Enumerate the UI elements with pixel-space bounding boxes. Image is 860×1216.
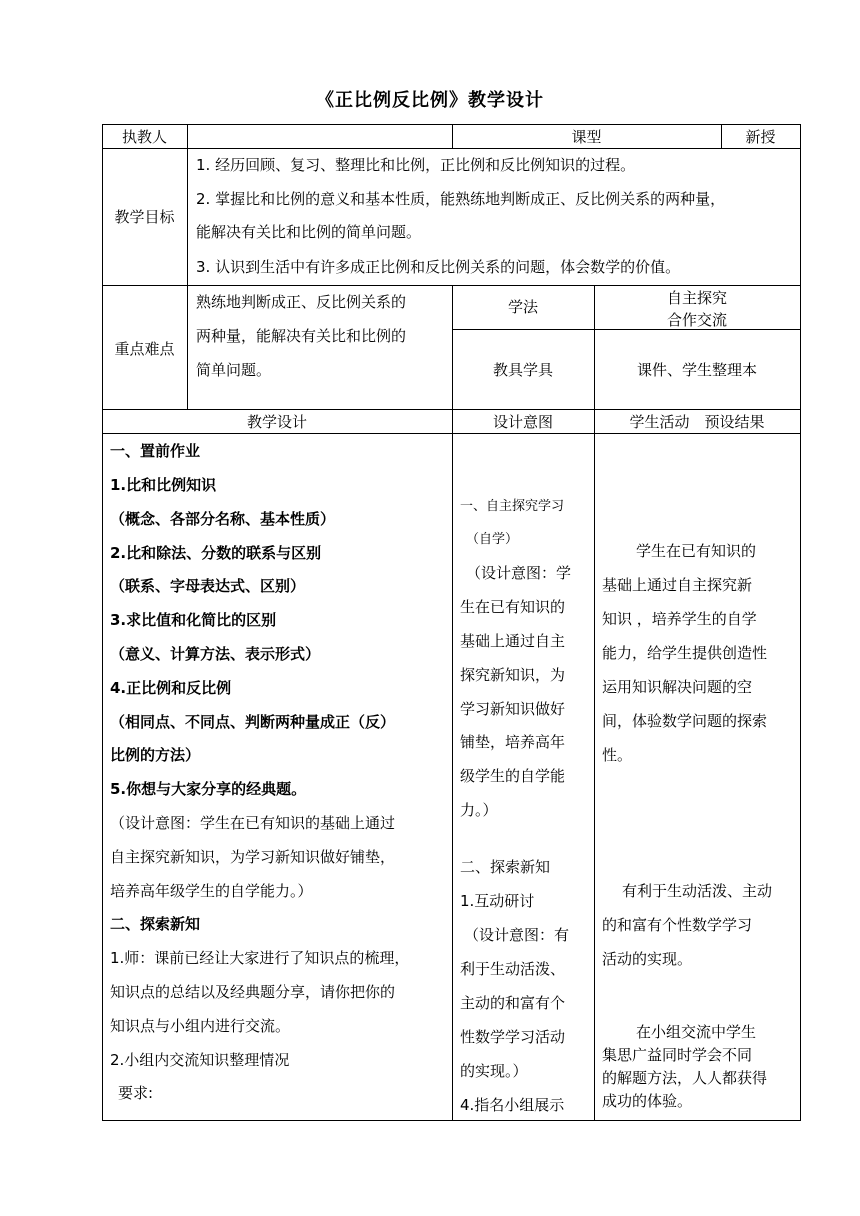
list-item: （意义、计算方法、表示形式） bbox=[110, 645, 321, 663]
method-label: 学法 bbox=[507, 298, 538, 316]
list-item: 比例的方法） bbox=[110, 746, 201, 764]
teacher-label: 执教人 bbox=[121, 128, 167, 146]
list-item: 探究新知识，为 bbox=[460, 666, 566, 684]
list-item: 能力，给学生提供创造性 bbox=[602, 644, 768, 662]
list-item: 2.比和除法、分数的联系与区别 bbox=[110, 544, 322, 562]
list-item: 3.求比值和化简比的区别 bbox=[110, 611, 277, 629]
list-item: 基础上通过自主探究新 bbox=[602, 576, 753, 594]
list-item: 生在已有知识的 bbox=[460, 598, 566, 616]
list-item: （设计意图：学 bbox=[466, 564, 572, 582]
method-value-line: 自主探究 bbox=[666, 289, 727, 307]
list-item: （设计意图：有 bbox=[464, 926, 570, 944]
list-item: 在小组交流中学生 bbox=[636, 1023, 757, 1041]
list-item: 1.互动研讨 bbox=[460, 892, 535, 910]
list-item: 性。 bbox=[602, 746, 633, 764]
list-item: （概念、各部分名称、基本性质） bbox=[110, 510, 336, 528]
key-label: 重点难点 bbox=[114, 340, 175, 358]
list-item: 1.比和比例知识 bbox=[110, 476, 217, 494]
page-title: 《正比例反比例》教学设计 bbox=[316, 90, 544, 111]
list-item: 活动的实现。 bbox=[602, 950, 693, 968]
key-content-line: 熟练地判断成正、反比例关系的 bbox=[196, 293, 407, 311]
design-header-col3: 学生活动 预设结果 bbox=[629, 413, 765, 431]
list-item: 基础上通过自主 bbox=[460, 632, 566, 650]
method-value-line: 合作交流 bbox=[666, 311, 727, 329]
list-item: 5.你想与大家分享的经典题。 bbox=[110, 780, 307, 798]
goal-item-1: 1. 经历回顾、复习、整理比和比例，正比例和反比例知识的过程。 bbox=[196, 156, 636, 174]
list-item: 知识点与小组内进行交流。 bbox=[110, 1017, 291, 1035]
goal-item-2: 2. 掌握比和比例的意义和基本性质，能熟练地判断成正、反比例关系的两种量， bbox=[196, 190, 726, 208]
list-item: 集思广益同时学会不同 bbox=[602, 1046, 753, 1064]
key-content-line: 两种量，能解决有关比和比例的 bbox=[196, 327, 407, 345]
list-item: 的和富有个性数学学习 bbox=[602, 916, 753, 934]
list-item: 4.正比例和反比例 bbox=[110, 679, 232, 697]
goal-item-3: 3. 认识到生活中有许多成正比例和反比例关系的问题，体会数学的价值。 bbox=[196, 258, 681, 276]
list-item: 间，体验数学问题的探索 bbox=[602, 712, 768, 730]
list-item: （联系、字母表达式、区别） bbox=[110, 577, 306, 595]
goals-label: 教学目标 bbox=[114, 208, 175, 226]
list-item: 一、自主探究学习 bbox=[460, 499, 565, 514]
tools-value: 课件、学生整理本 bbox=[636, 361, 757, 379]
list-item: 力。） bbox=[460, 801, 498, 819]
list-item: 二、探索新知 bbox=[460, 858, 551, 876]
list-item: 一、置前作业 bbox=[110, 442, 201, 460]
type-label: 课型 bbox=[571, 128, 602, 146]
list-item: 的解题方法，人人都获得 bbox=[602, 1069, 768, 1087]
list-item: 的实现。） bbox=[460, 1062, 528, 1080]
list-item: （自学） bbox=[466, 532, 519, 547]
list-item: 利于生动活泼、 bbox=[460, 960, 566, 978]
goal-item-2-cont: 能解决有关比和比例的简单问题。 bbox=[196, 223, 422, 241]
list-item: （设计意图：学生在已有知识的基础上通过 bbox=[110, 814, 396, 832]
tools-label: 教具学具 bbox=[492, 361, 553, 379]
list-item: 知识点的总结以及经典题分享，请你把你的 bbox=[110, 983, 396, 1001]
list-item: 知识 ，培养学生的自学 bbox=[602, 610, 757, 628]
list-item: 自主探究新知识，为学习新知识做好铺垫， bbox=[110, 848, 396, 866]
list-item: 培养高年级学生的自学能力。） bbox=[110, 882, 313, 900]
list-item: （相同点、不同点、判断两种量成正（反） bbox=[110, 713, 396, 731]
list-item: 2.小组内交流知识整理情况 bbox=[110, 1051, 290, 1069]
list-item: 级学生的自学能 bbox=[460, 767, 566, 785]
design-header-col2: 设计意图 bbox=[492, 413, 553, 431]
design-header-col1: 教学设计 bbox=[246, 413, 307, 431]
list-item: 运用知识解决问题的空 bbox=[602, 678, 753, 696]
list-item: 学生在已有知识的 bbox=[636, 542, 757, 560]
key-content-line: 简单问题。 bbox=[196, 361, 272, 379]
list-item: 4.指名小组展示 bbox=[460, 1096, 565, 1114]
type-value: 新授 bbox=[745, 128, 776, 146]
list-item: 1.师：课前已经让大家进行了知识点的梳理， bbox=[110, 949, 410, 967]
list-item: 成功的体验。 bbox=[602, 1092, 693, 1110]
list-item: 二、探索新知 bbox=[110, 915, 201, 933]
list-item: 铺垫，培养高年 bbox=[460, 733, 566, 751]
list-item: 主动的和富有个 bbox=[460, 994, 566, 1012]
list-item: 要求: bbox=[118, 1084, 154, 1102]
list-item: 性数学学习活动 bbox=[460, 1028, 566, 1046]
list-item: 学习新知识做好 bbox=[460, 700, 566, 718]
list-item: 有利于生动活泼、主动 bbox=[622, 882, 773, 900]
